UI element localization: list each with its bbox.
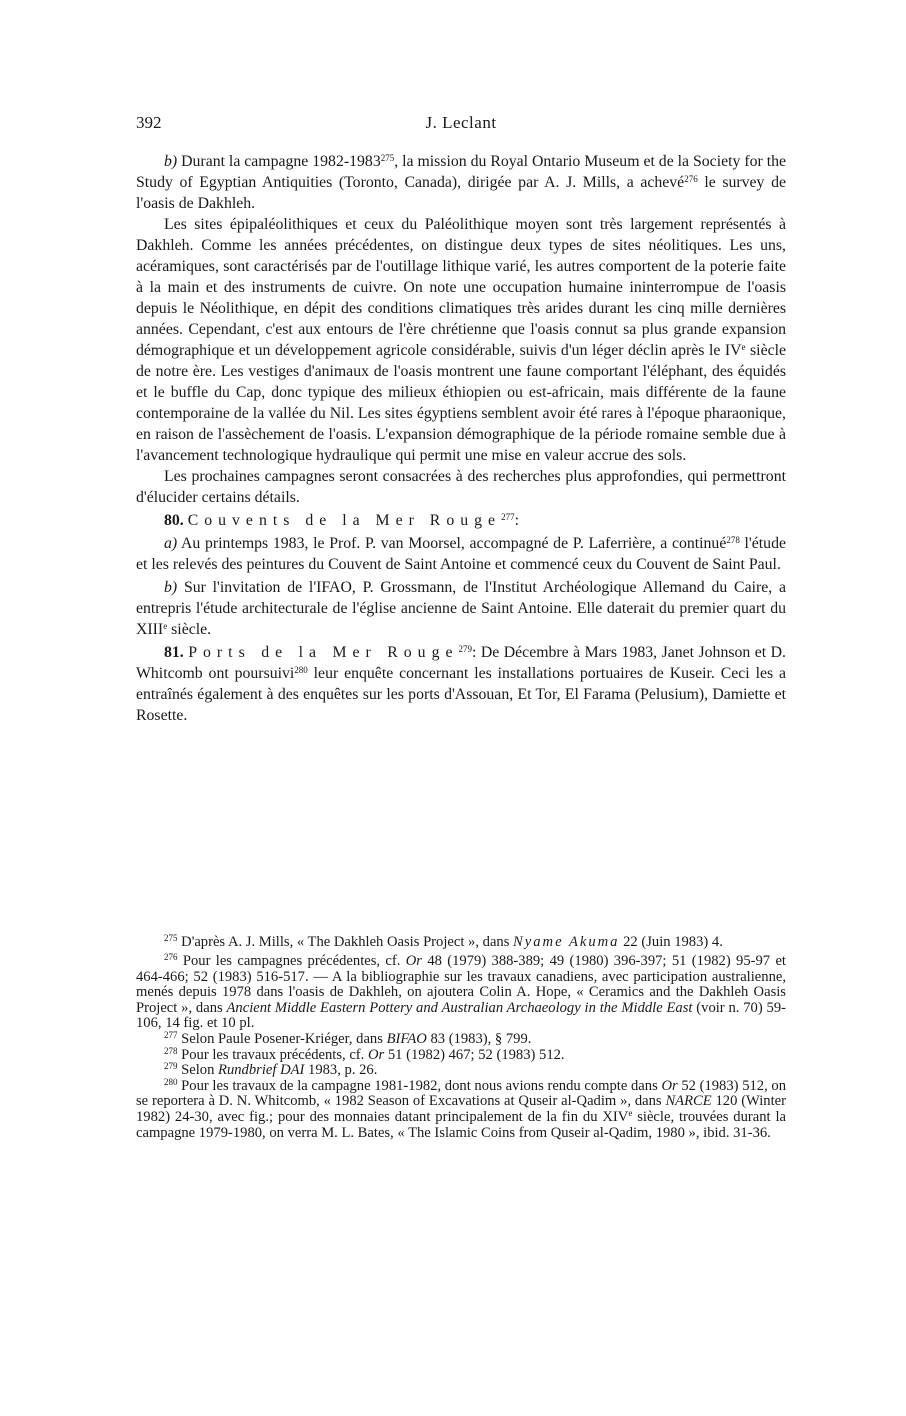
page-header [136, 113, 786, 137]
footnote-278 [136, 1045, 786, 1064]
footnote-ref[interactable]: 277 [501, 512, 515, 522]
text-run: Durant la campagne 1982-1983 [177, 153, 381, 170]
text-run: leur enquête concernant les installations portuaires de Kuseir. Ceci les a entraînés également à des enquêtes sur les ports d'Assouan, Et Tor, El Farama (Pelusium), Damiette et Rosette. [136, 665, 787, 724]
text-run: Les sites épipaléolithiques et ceux du Paléolithique moyen sont très largement représentés à Dakhleh. Comme les années précédentes, on distingue deux types de sites néolitiques. Les uns, acéramiques, sont caractérisés par de l'outillage lithique varié, les autres comportent de la poterie faite à la main et des instruments de cuivre. On note une occupation humaine ininterrompue de l'oasis depuis le Néolithique, en dépit des conditions climatiques très arides durant les cinq mille dernières années. Cependant, c'est aux entours de l'ère chrétienne que l'oasis connut sa plus grande expansion démographique et un développement agricole considérable, suivis d'un léger déclin après le IV [136, 216, 786, 359]
italic-title: Ancient Middle Eastern Pottery and Australian Archaeology in the Middle East [226, 999, 693, 1016]
text-run: 83 (1983), § 799. [426, 1030, 532, 1047]
italic-title: BIFAO [386, 1030, 427, 1047]
text-run: siècle, trouvées durant la campagne 1979-1980, on verra M. L. Bates, « The Islamic Coins from Quseir al-Qadim, 1980 », ibid. 31-36. [136, 1108, 787, 1141]
footnote-number: 279 [164, 1061, 178, 1072]
italic-title: Or [661, 1077, 678, 1094]
footnote-279 [136, 1063, 786, 1079]
italic-title: Or [367, 1046, 385, 1063]
superscript: e [163, 621, 168, 631]
paragraph-van-moorsel [136, 533, 786, 575]
footnote-number: 278 [164, 1045, 178, 1056]
paragraph-next-campaigns [136, 466, 786, 508]
text-run: (voir n. 70) 59-106, 14 fig. et 10 pl. [136, 999, 786, 1032]
text-run: l'étude et les relevés des peintures du Couvent de Saint Antoine et commencé ceux du Couvent de Saint Paul. [136, 535, 786, 573]
footnote-number: 275 [164, 933, 178, 943]
text-run: Pour les travaux de la campagne 1981-1982, dont nous avions rendu compte dans [177, 1077, 662, 1094]
item-letter: b) [164, 579, 178, 596]
footnote-ref[interactable]: 278 [726, 535, 740, 545]
section-number: 81. [164, 644, 184, 661]
item-letter: b) [164, 153, 178, 170]
footnote-276 [136, 954, 786, 1032]
text-run: 22 (Juin 1983) 4. [619, 934, 723, 950]
section-number: 80. [164, 512, 184, 529]
footnote-number: 276 [164, 952, 178, 962]
text-run: Selon [177, 1062, 219, 1079]
text-run: 1983, p. 26. [304, 1062, 378, 1079]
footnote-number: 277 [164, 1029, 178, 1040]
italic-title: Nyame Akuma [513, 934, 620, 950]
italic-title: Or [405, 953, 422, 969]
text-run: , la mission du Royal Ontario Museum et de la Society for the Study of Egyptian Antiquities (Toronto, Canada), dirigée par A. J. Mills, a achevé [136, 153, 787, 191]
text-run: Pour les campagnes précédentes, cf. [177, 953, 406, 969]
text-run: le survey de l'oasis de Dakhleh. [136, 174, 786, 212]
section-title: Couvents de la Mer Rouge [187, 512, 502, 529]
footnote-280 [136, 1076, 787, 1141]
main-text [136, 151, 786, 726]
footnote-275 [136, 934, 786, 951]
superscript: e [628, 1107, 633, 1118]
footnote-ref[interactable]: 276 [684, 174, 698, 184]
text-run: Selon Paule Posener-Kriéger, dans [177, 1030, 387, 1047]
italic-title: NARCE [665, 1093, 712, 1110]
text-run: : De Décembre à Mars 1983, Janet Johnson et D. Whitcomb ont poursuivi [136, 644, 787, 682]
section-heading-81 [136, 642, 786, 726]
text-run: 51 (1982) 467; 52 (1983) 512. [384, 1046, 565, 1063]
text-run: D'après A. J. Mills, « The Dakhleh Oasis Project », dans [177, 934, 514, 950]
footnote-277 [136, 1029, 786, 1048]
footnotes [136, 934, 786, 1141]
item-letter: a) [164, 535, 178, 552]
text-run: Au printemps 1983, le Prof. P. van Moorsel, accompagné de P. Laferrière, a continué [177, 535, 727, 552]
running-head: J. Leclant [425, 113, 497, 132]
footnote-ref[interactable]: 280 [294, 665, 308, 675]
text-run: : [514, 512, 519, 529]
section-heading-80 [136, 510, 786, 531]
text-run: Sur l'invitation de l'IFAO, P. Grossmann, de l'Institut Archéologique Allemand du Caire, a entrepris l'étude architecturale de l'église ancienne de Saint Antoine. Elle daterait du premier quart du XIII [136, 579, 786, 638]
footnote-number: 280 [164, 1076, 178, 1087]
text-run: siècle. [167, 621, 212, 638]
footnote-ref[interactable]: 275 [380, 153, 395, 163]
italic-title: Rundbrief DAI [218, 1062, 305, 1079]
superscript: e [741, 342, 746, 352]
page-number: 392 [136, 113, 162, 132]
text-run: 48 (1979) 388-389; 49 (1980) 396-397; 51 (1982) 95-97 et 464-466; 52 (1983) 516-517. — A la bibliographie sur les travaux canadiens, avec participation australienne, menés depuis 1978 dans l'oasis de Dakhleh, on ajoutera Colin A. Hope, « Ceramics and the Dakhleh Oasis Project », dans [136, 953, 786, 1016]
paragraph-dakhleh-mission [136, 151, 786, 214]
section-title: Ports de la Mer Rouge [188, 644, 459, 661]
text-run: 52 (1983) 512, on se reportera à D. N. Whitcomb, « 1982 Season of Excavations at Quseir al-Qadim », dans [136, 1077, 787, 1110]
footnote-ref[interactable]: 279 [458, 644, 472, 654]
paragraph-dakhleh-sites [136, 214, 786, 466]
text-run: 120 (Winter 1982) 24-30, avec fig.; pour des monnaies datant principalement de la fin du XIV [136, 1093, 786, 1125]
text-run: Les prochaines campagnes seront consacrées à des recherches plus approfondies, qui permettront d'élucider certains détails. [136, 468, 786, 506]
text-run: siècle de notre ère. Les vestiges d'animaux de l'oasis montrent une faune comportant l'éléphant, des équidés et le buffle du Cap, donc typique des milieux éthiopien ou est-africain, mais différente de la faune contemporaine de la vallée du Nil. Les sites égyptiens semblent avoir été rares à l'époque pharaonique, en raison de l'assèchement de l'oasis. L'expansion démographique de la période romaine semble due à l'avancement technologique hydraulique qui permit une mise en valeur accrue des sols. [136, 342, 786, 464]
paragraph-grossmann [136, 577, 786, 640]
text-run: Pour les travaux précédents, cf. [177, 1046, 368, 1063]
